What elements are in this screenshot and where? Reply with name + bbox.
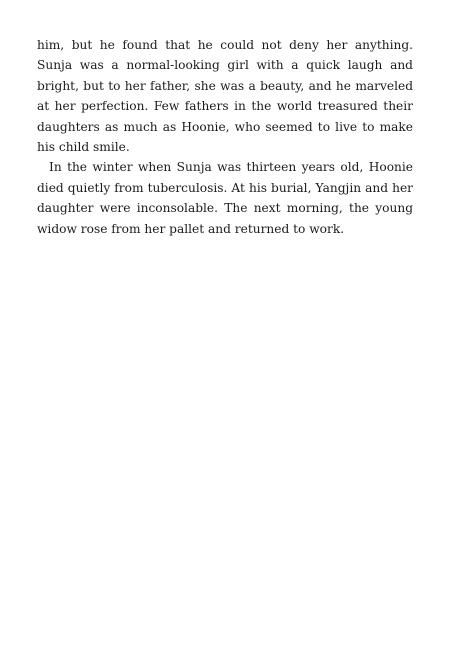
body-text xyxy=(37,35,413,239)
paragraph-tuberculosis: In the winter when Sunja was thirteen years old, Hoonie died quietly from tuberculosis. At his burial, Yangjin and her daughter were inconsolable. The next morning, the young widow rose from her pallet and returned to work. xyxy=(37,160,413,236)
paragraph-continued: him, but he found that he could not deny her anything. Sunja was a normal-looking girl with a quick laugh and bright, but to her father, she was a beauty, and he marveled at her perfection. Few fathers in the world treasured their daughters as much as Hoonie, who seemed to live to make his child smile. xyxy=(37,38,413,155)
